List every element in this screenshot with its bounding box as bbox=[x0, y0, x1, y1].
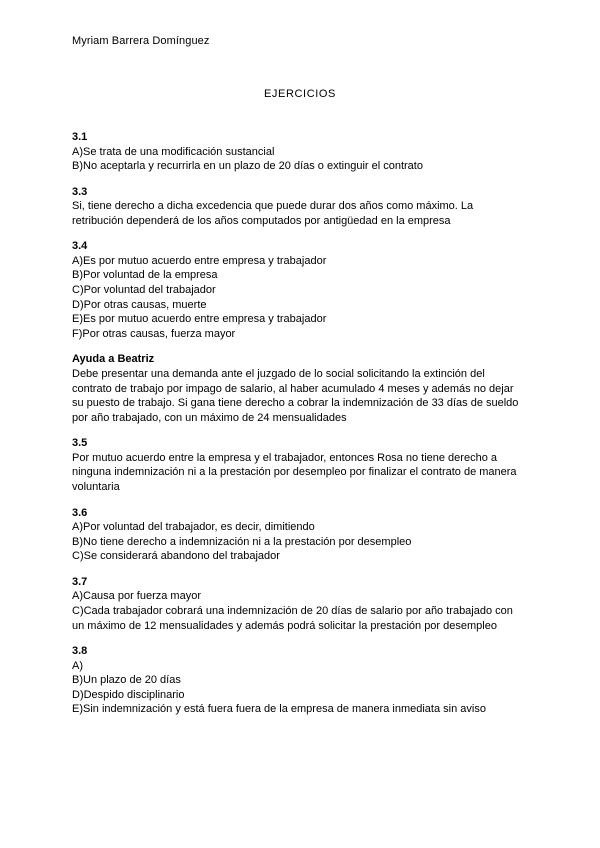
exercise-heading: 3.1 bbox=[72, 131, 88, 143]
answer-line: A)Se trata de una modificación sustancial bbox=[72, 145, 275, 158]
exercise-heading: 3.7 bbox=[72, 575, 88, 588]
answer-line: B)Un plazo de 20 días bbox=[72, 674, 181, 687]
exercise-heading: 3.4 bbox=[72, 240, 88, 253]
exercise-heading: Ayuda a Beatriz bbox=[72, 353, 155, 366]
answer-line: C)Se considerará abandono del trabajador bbox=[72, 550, 280, 563]
answer-line: C)Por voluntad del trabajador bbox=[72, 284, 216, 297]
exercise-section bbox=[72, 506, 532, 564]
exercise-section bbox=[72, 185, 532, 229]
answer-line: A)Es por mutuo acuerdo entre empresa y trabajador bbox=[72, 254, 327, 267]
exercise-section bbox=[72, 352, 532, 425]
answer-line: contrato de trabajo por impago de salario, al haber acumulado 4 meses y además no dejar bbox=[72, 382, 514, 395]
answer-line: Debe presentar una demanda ante el juzgado de lo social solicitando la extinción del bbox=[72, 367, 485, 380]
author-name: Myriam Barrera Domínguez bbox=[72, 35, 210, 47]
answer-line: A)Por voluntad del trabajador, es decir, dimitiendo bbox=[72, 521, 315, 534]
exercise-heading: 3.5 bbox=[72, 437, 88, 450]
exercise-list bbox=[72, 130, 532, 728]
answer-line: retribución dependerá de los años computados por antigüedad en la empresa bbox=[72, 214, 451, 227]
answer-line: B)No tiene derecho a indemnización ni a la prestación por desempleo bbox=[72, 535, 412, 548]
answer-line: F)Por otras causas, fuerza mayor bbox=[72, 327, 236, 340]
answer-line: D)Por otras causas, muerte bbox=[72, 298, 207, 311]
answer-line: B)Por voluntad de la empresa bbox=[72, 269, 218, 282]
answer-line: A)Causa por fuerza mayor bbox=[72, 590, 201, 603]
answer-line: por año trabajado, con un máximo de 24 mensualidades bbox=[72, 411, 347, 424]
exercise-section bbox=[72, 575, 532, 633]
answer-line: B)No aceptarla y recurrirla en un plazo de 20 días o extinguir el contrato bbox=[72, 160, 423, 173]
answer-line: E)Es por mutuo acuerdo entre empresa y trabajador bbox=[72, 313, 327, 326]
exercise-heading: 3.3 bbox=[72, 185, 88, 198]
exercise-section bbox=[72, 644, 532, 717]
exercise-heading: 3.6 bbox=[72, 506, 88, 519]
answer-line: su puesto de trabajo. Si gana tiene derecho a cobrar la indemnización de 33 días de sueldo bbox=[72, 397, 519, 410]
exercise-section bbox=[72, 436, 532, 494]
answer-line: voluntaria bbox=[72, 481, 120, 493]
document-title: EJERCICIOS bbox=[263, 88, 336, 100]
exercise-section bbox=[72, 239, 532, 341]
answer-line: un máximo de 12 mensualidades y además podrá solicitar la prestación por desempleo bbox=[72, 619, 497, 632]
answer-line: A) bbox=[72, 659, 83, 672]
answer-line: ninguna indemnización ni a la prestación por desempleo por finalizar el contrato de manera bbox=[72, 466, 517, 479]
exercise-section bbox=[72, 130, 532, 174]
answer-line: Si, tiene derecho a dicha excedencia que puede durar dos años como máximo. La bbox=[72, 200, 474, 213]
exercise-heading: 3.8 bbox=[72, 645, 88, 658]
answer-line: D)Despido disciplinario bbox=[72, 688, 185, 701]
answer-line: Por mutuo acuerdo entre la empresa y el trabajador, entonces Rosa no tiene derecho a bbox=[72, 451, 497, 464]
answer-line: C)Cada trabajador cobrará una indemnización de 20 días de salario por año trabajado con bbox=[72, 604, 513, 617]
answer-line: E)Sin indemnización y está fuera fuera de la empresa de manera inmediata sin aviso bbox=[72, 703, 486, 716]
